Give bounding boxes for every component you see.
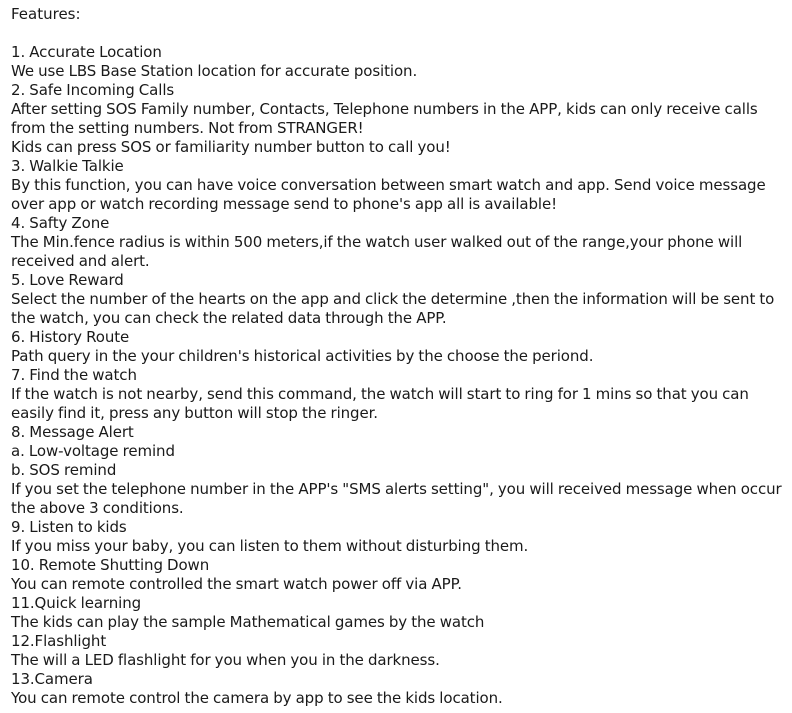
blank-line bbox=[11, 24, 782, 43]
feature-title-love-reward: 5. Love Reward bbox=[11, 271, 124, 289]
feature-title-find-the-watch: 7. Find the watch bbox=[11, 366, 137, 384]
feature-title-safty-zone: 4. Safty Zone bbox=[11, 214, 110, 232]
feature-title-accurate-location: 1. Accurate Location bbox=[11, 43, 162, 61]
feature-text: We use LBS Base Station location for accurate position. bbox=[11, 62, 418, 80]
features-heading: Features: bbox=[11, 5, 81, 23]
feature-title-remote-shutting-down: 10. Remote Shutting Down bbox=[11, 556, 210, 574]
feature-title-history-route: 6. History Route bbox=[11, 328, 130, 346]
feature-text: You can remote control the camera by app to see the kids location. bbox=[11, 689, 503, 707]
feature-text: b. SOS remind bbox=[11, 461, 117, 479]
feature-title-camera: 13.Camera bbox=[11, 670, 93, 688]
feature-text: After setting SOS Family number, Contacts, Telephone numbers in the APP, kids can only receive calls from the setting numbers. Not from STRANGER! bbox=[11, 100, 758, 137]
feature-title-flashlight: 12.Flashlight bbox=[11, 632, 107, 650]
feature-text: If you set the telephone number in the APP's "SMS alerts setting", you will received message when occur the above 3 conditions. bbox=[11, 480, 782, 517]
feature-title-safe-incoming-calls: 2. Safe Incoming Calls bbox=[11, 81, 175, 99]
feature-text: By this function, you can have voice conversation between smart watch and app. Send voice message over app or watch recording message send to phone's app all is available! bbox=[11, 176, 766, 213]
feature-title-quick-learning: 11.Quick learning bbox=[11, 594, 142, 612]
feature-text: If the watch is not nearby, send this command, the watch will start to ring for 1 mins so that you can easily find it, press any button will stop the ringer. bbox=[11, 385, 749, 422]
feature-title-message-alert: 8. Message Alert bbox=[11, 423, 134, 441]
feature-text: Path query in the your children's historical activities by the choose the periond. bbox=[11, 347, 594, 365]
feature-title-listen-to-kids: 9. Listen to kids bbox=[11, 518, 127, 536]
feature-text: You can remote controlled the smart watch power off via APP. bbox=[11, 575, 462, 593]
feature-text: Kids can press SOS or familiarity number button to call you! bbox=[11, 138, 451, 156]
feature-text: The kids can play the sample Mathematical games by the watch bbox=[11, 613, 485, 631]
feature-text: The Min.fence radius is within 500 meters,if the watch user walked out of the range,your phone will received and alert. bbox=[11, 233, 743, 270]
feature-text: The will a LED flashlight for you when you in the darkness. bbox=[11, 651, 440, 669]
feature-text: If you miss your baby, you can listen to them without disturbing them. bbox=[11, 537, 529, 555]
feature-text: a. Low-voltage remind bbox=[11, 442, 175, 460]
feature-title-walkie-talkie: 3. Walkie Talkie bbox=[11, 157, 124, 175]
feature-text: Select the number of the hearts on the app and click the determine ,then the information will be sent to the watch, you can check the related data through the APP. bbox=[11, 290, 775, 327]
